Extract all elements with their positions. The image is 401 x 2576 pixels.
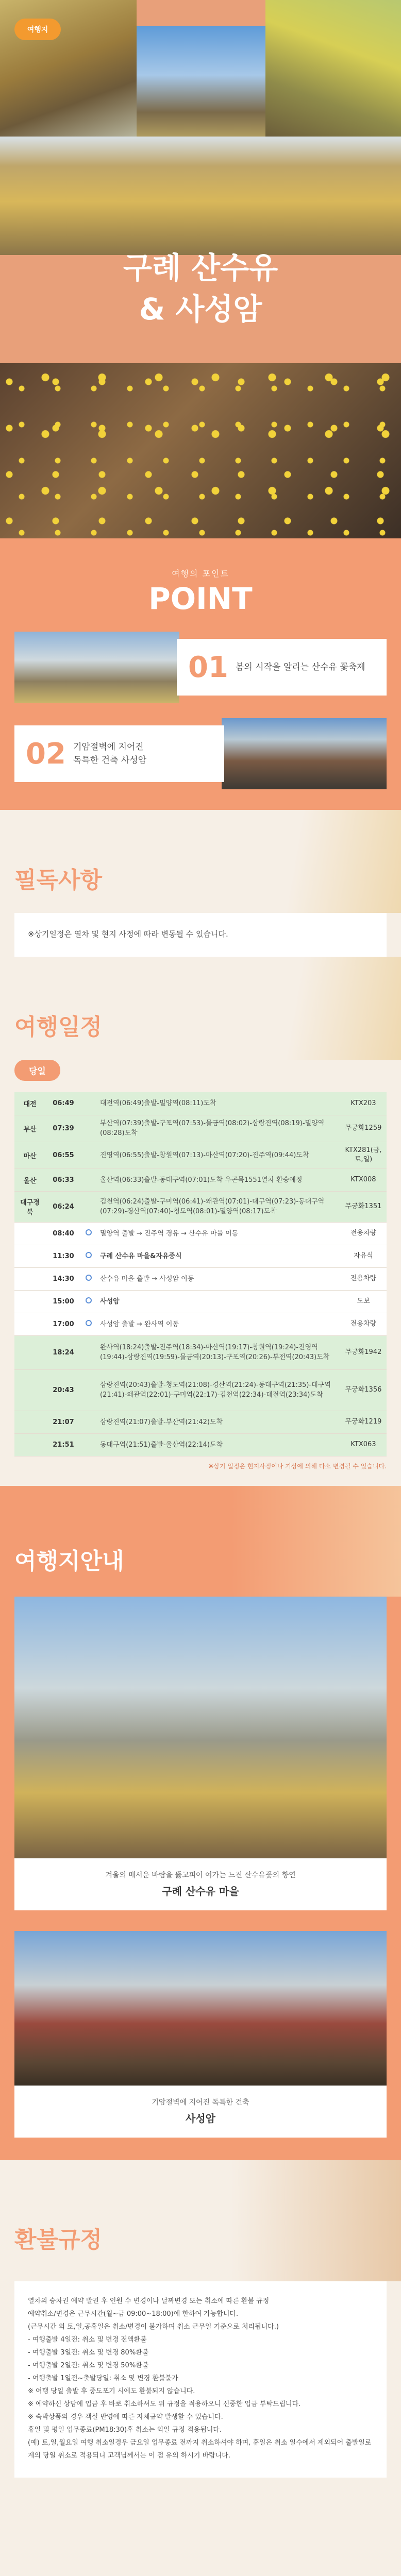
point-text: 봄의 시작을 알리는 산수유 꽃축제 [235, 662, 365, 672]
schedule-time: 21:51 [45, 1433, 81, 1456]
schedule-transport: 무궁화1351 [340, 1191, 387, 1222]
schedule-row [14, 1115, 387, 1142]
schedule-city [14, 1267, 45, 1290]
timeline-dot-icon [86, 1297, 92, 1303]
schedule-time: 06:55 [45, 1142, 81, 1168]
schedule-transport: 전용차량 [340, 1222, 387, 1245]
cornus-flower-photo [0, 363, 401, 538]
point-text-line2: 독특한 건축 사성암 [73, 755, 147, 766]
hero-title [0, 247, 401, 330]
refund-line: 열차의 승차권 예약 발권 후 인원 수 변경이나 날짜변경 또는 취소에 따른 환불 규정 [28, 2297, 270, 2305]
itinerary-header [0, 957, 401, 1060]
point-subtitle: 여행의 포인트 [172, 569, 229, 579]
schedule-city [14, 1411, 45, 1433]
schedule-dot [81, 1168, 96, 1191]
schedule-city [14, 1222, 45, 1245]
refund-line: (예) 토,일,월요일 여행 취소일경우 금요일 업무종료 전까지 취소하셔야 하며, 휴일은 취소 일수에서 제외되어 출발일로 계의 당일 취소로 적용되니 고객님께서는 이 점 유의 하시기 바랍니다. [28, 2438, 372, 2460]
point-title: POINT [148, 581, 253, 616]
schedule-city [14, 1369, 45, 1411]
schedule-row [14, 1191, 387, 1222]
food-decoration [231, 2160, 401, 2281]
schedule-time: 14:30 [45, 1267, 81, 1290]
schedule-row [14, 1411, 387, 1433]
must-read-title: 필독사항 [14, 867, 103, 893]
schedule-time: 11:30 [45, 1245, 81, 1267]
itinerary-note: ※상기 일정은 현지사정이나 기상에 의해 다소 변경될 수 있습니다. [208, 1462, 387, 1470]
schedule-city: 대전 [14, 1092, 45, 1115]
schedule-dot [81, 1369, 96, 1411]
schedule-dot [81, 1191, 96, 1222]
point-number: 02 [26, 737, 66, 771]
refund-line: ※ 숙박상품의 경우 객실 반영에 따른 자체규약 발생할 수 있습니다. [28, 2413, 223, 2421]
schedule-row [14, 1222, 387, 1245]
refund-line: ※ 여행 당일 출발 후 중도포기 시에도 환불되지 않습니다. [28, 2387, 195, 2395]
refund-section [0, 2160, 401, 2478]
schedule-table [14, 1092, 387, 1456]
schedule-dot [81, 1313, 96, 1335]
schedule-time: 06:33 [45, 1168, 81, 1191]
point-section [0, 538, 401, 810]
timeline-dot-icon [86, 1229, 92, 1235]
schedule-transport: 전용차량 [340, 1313, 387, 1335]
schedule-desc: 울산역(06:33)출발-동대구역(07:01)도착 우곤목1551열차 환승예정 [96, 1168, 340, 1191]
point-image-2 [222, 718, 387, 789]
refund-line: - 여행출발 3일전: 취소 및 변경 80%환불 [28, 2348, 149, 2357]
hero-section [0, 0, 401, 363]
schedule-dot [81, 1222, 96, 1245]
point-number: 01 [188, 650, 228, 684]
refund-line: (근무시간 외 토,일,공휴일은 취소/변경이 불가하며 취소 근무일 기준으로 처리됩니다.) [28, 2323, 279, 2331]
hero-photo-temple [137, 26, 265, 149]
itinerary-body [0, 1060, 401, 1486]
guide-caption-title: 구례 산수유 마을 [162, 1885, 239, 1897]
hero-title-line1: 구례 산수유 [123, 250, 278, 285]
must-read-section [0, 810, 401, 957]
schedule-transport: KTX281(금,토,일) [340, 1142, 387, 1168]
schedule-time: 08:40 [45, 1222, 81, 1245]
point-text-line1: 기암절벽에 지어진 [73, 742, 144, 752]
point-text [73, 740, 146, 767]
guide-section [0, 1486, 401, 2160]
schedule-desc: 구례 산수유 마을&자유중식 [96, 1245, 340, 1267]
hero-photo-valley [0, 137, 401, 255]
schedule-desc: 진영역(06:55)출발-창원역(07:13)-마산역(07:20)-진주역(09:44)도착 [96, 1142, 340, 1168]
schedule-time: 06:49 [45, 1092, 81, 1115]
schedule-row [14, 1290, 387, 1313]
schedule-transport: KTX063 [340, 1433, 387, 1456]
schedule-transport: 자유식 [340, 1245, 387, 1267]
refund-line: - 여행출발 4일전: 취소 및 변경 전액환불 [28, 2335, 147, 2344]
schedule-city: 부산 [14, 1115, 45, 1142]
schedule-time: 18:24 [45, 1335, 81, 1369]
guide-caption-sub: 기암절벽에 지어진 독특한 건축 [152, 2098, 249, 2107]
schedule-city [14, 1335, 45, 1369]
schedule-desc: 삼랑진역(21:07)출발-부산역(21:42)도착 [96, 1411, 340, 1433]
schedule-city: 대구경북 [14, 1191, 45, 1222]
schedule-time: 06:24 [45, 1191, 81, 1222]
schedule-city [14, 1313, 45, 1335]
logo: 여행지 [14, 19, 61, 40]
schedule-city [14, 1290, 45, 1313]
schedule-desc: 완사역(18:24)출발-진주역(18:34)-마산역(19:17)-창원역(19:24)-진영역(19:44)-삼랑진역(19:59)-물금역(20:13)-구포역(20:26)-부전역(20:43)도착 [96, 1335, 340, 1369]
point-item-2 [14, 718, 387, 789]
guide-photo-sansuyu [14, 1597, 387, 1858]
schedule-row [14, 1369, 387, 1411]
schedule-transport: 무궁화1219 [340, 1411, 387, 1433]
schedule-city: 마산 [14, 1142, 45, 1168]
refund-line: ※ 예약하신 상담에 입금 후 바로 취소하셔도 위 규정을 적용하오니 신중한 입금 부탁드립니다. [28, 2400, 301, 2408]
schedule-desc: 동대구역(21:51)출발-울산역(22:14)도착 [96, 1433, 340, 1456]
must-read-note: ※상기일정은 열차 및 현지 사정에 따라 변동될 수 있습니다. [14, 913, 387, 957]
schedule-desc: 산수유 마을 출발 → 사성암 이동 [96, 1267, 340, 1290]
hero-photo-collage [0, 0, 401, 242]
schedule-transport: KTX008 [340, 1168, 387, 1191]
schedule-dot [81, 1267, 96, 1290]
schedule-row [14, 1168, 387, 1191]
schedule-transport: 도보 [340, 1290, 387, 1313]
schedule-desc: 사성암 출발 → 완사역 이동 [96, 1313, 340, 1335]
point-card-2 [14, 725, 224, 782]
schedule-desc: 삼랑진역(20:43)출발-청도역(21:08)-경산역(21:24)-동대구역(21:35)-대구역(21:41)-왜관역(22:01)-구미역(22:17)-김천역(22:34)-대전역(23:34)도착 [96, 1369, 340, 1411]
schedule-time: 07:39 [45, 1115, 81, 1142]
guide-caption-2 [14, 2086, 387, 2138]
itinerary-section [0, 957, 401, 1486]
hero-title-line2: & 사성암 [139, 292, 262, 327]
schedule-city [14, 1433, 45, 1456]
must-read-header [0, 810, 401, 913]
schedule-desc: 밀양역 출발 → 진주역 경유 → 산수유 마을 이동 [96, 1222, 340, 1245]
timeline-dot-icon [86, 1252, 92, 1258]
schedule-transport: KTX203 [340, 1092, 387, 1115]
schedule-row [14, 1267, 387, 1290]
schedule-dot [81, 1142, 96, 1168]
day-tag: 당일 [14, 1060, 60, 1081]
schedule-desc: 부산역(07:39)출발-구포역(07:53)-물금역(08:02)-삼랑진역(08:19)-밀양역(08:28)도착 [96, 1115, 340, 1142]
schedule-time: 21:07 [45, 1411, 81, 1433]
point-card-1 [177, 639, 387, 696]
guide-caption-sub: 겨울의 매서운 바람을 뚫고피어 여가는 느진 산수유꽃의 향연 [105, 1871, 296, 1879]
timeline-dot-icon [86, 1320, 92, 1326]
flower-decoration [231, 1486, 401, 1597]
guide-title: 여행지안내 [14, 1548, 124, 1574]
refund-line: - 여행출발 2일전: 취소 및 변경 50%환불 [28, 2361, 149, 2369]
schedule-dot [81, 1411, 96, 1433]
schedule-row [14, 1313, 387, 1335]
point-item-1 [14, 632, 387, 703]
flower-decoration [226, 810, 401, 913]
schedule-dot [81, 1335, 96, 1369]
schedule-time: 17:00 [45, 1313, 81, 1335]
timeline-dot-icon [86, 1275, 92, 1281]
schedule-dot [81, 1092, 96, 1115]
guide-caption-title: 사성암 [186, 2112, 215, 2125]
hero-photo-flowers [265, 0, 401, 149]
refund-line: - 여행출발 1일전~출발당일: 취소 및 변경 환불불가 [28, 2374, 178, 2382]
schedule-dot [81, 1433, 96, 1456]
schedule-time: 20:43 [45, 1369, 81, 1411]
schedule-row [14, 1245, 387, 1267]
schedule-transport: 무궁화1259 [340, 1115, 387, 1142]
itinerary-title: 여행일정 [14, 1014, 103, 1040]
guide-caption-1 [14, 1858, 387, 1910]
schedule-dot [81, 1290, 96, 1313]
refund-line: 예약취소/변경은 근무시간(월~금 09:00~18:00)에 한하여 가능합니다. [28, 2310, 239, 2318]
schedule-row [14, 1092, 387, 1115]
schedule-city: 울산 [14, 1168, 45, 1191]
schedule-row [14, 1433, 387, 1456]
schedule-dot [81, 1245, 96, 1267]
schedule-desc: 대전역(06:49)출발-밀양역(08:11)도착 [96, 1092, 340, 1115]
guide-header [14, 1486, 387, 1597]
guide-photo-saseongam [14, 1931, 387, 2086]
pagoda-decoration [226, 957, 401, 1060]
schedule-desc: 김천역(06:24)출발-구미역(06:41)-왜관역(07:01)-대구역(07:23)-동대구역(07:29)-경산역(07:40)-청도역(08:01)-밀양역(08:17)도착 [96, 1191, 340, 1222]
schedule-transport: 무궁화1942 [340, 1335, 387, 1369]
schedule-transport: 전용차량 [340, 1267, 387, 1290]
schedule-dot [81, 1115, 96, 1142]
refund-header [0, 2160, 401, 2281]
refund-line: 휴일 및 평일 업무종료(PM18:30)후 취소는 익일 규정 적용됩니다. [28, 2426, 222, 2434]
point-image-1 [14, 632, 179, 703]
schedule-row [14, 1142, 387, 1168]
schedule-desc: 사성암 [96, 1290, 340, 1313]
refund-title: 환불규정 [14, 2226, 103, 2253]
refund-policy [14, 2281, 387, 2478]
schedule-row [14, 1335, 387, 1369]
schedule-time: 15:00 [45, 1290, 81, 1313]
schedule-transport: 무궁화1356 [340, 1369, 387, 1411]
schedule-city [14, 1245, 45, 1267]
